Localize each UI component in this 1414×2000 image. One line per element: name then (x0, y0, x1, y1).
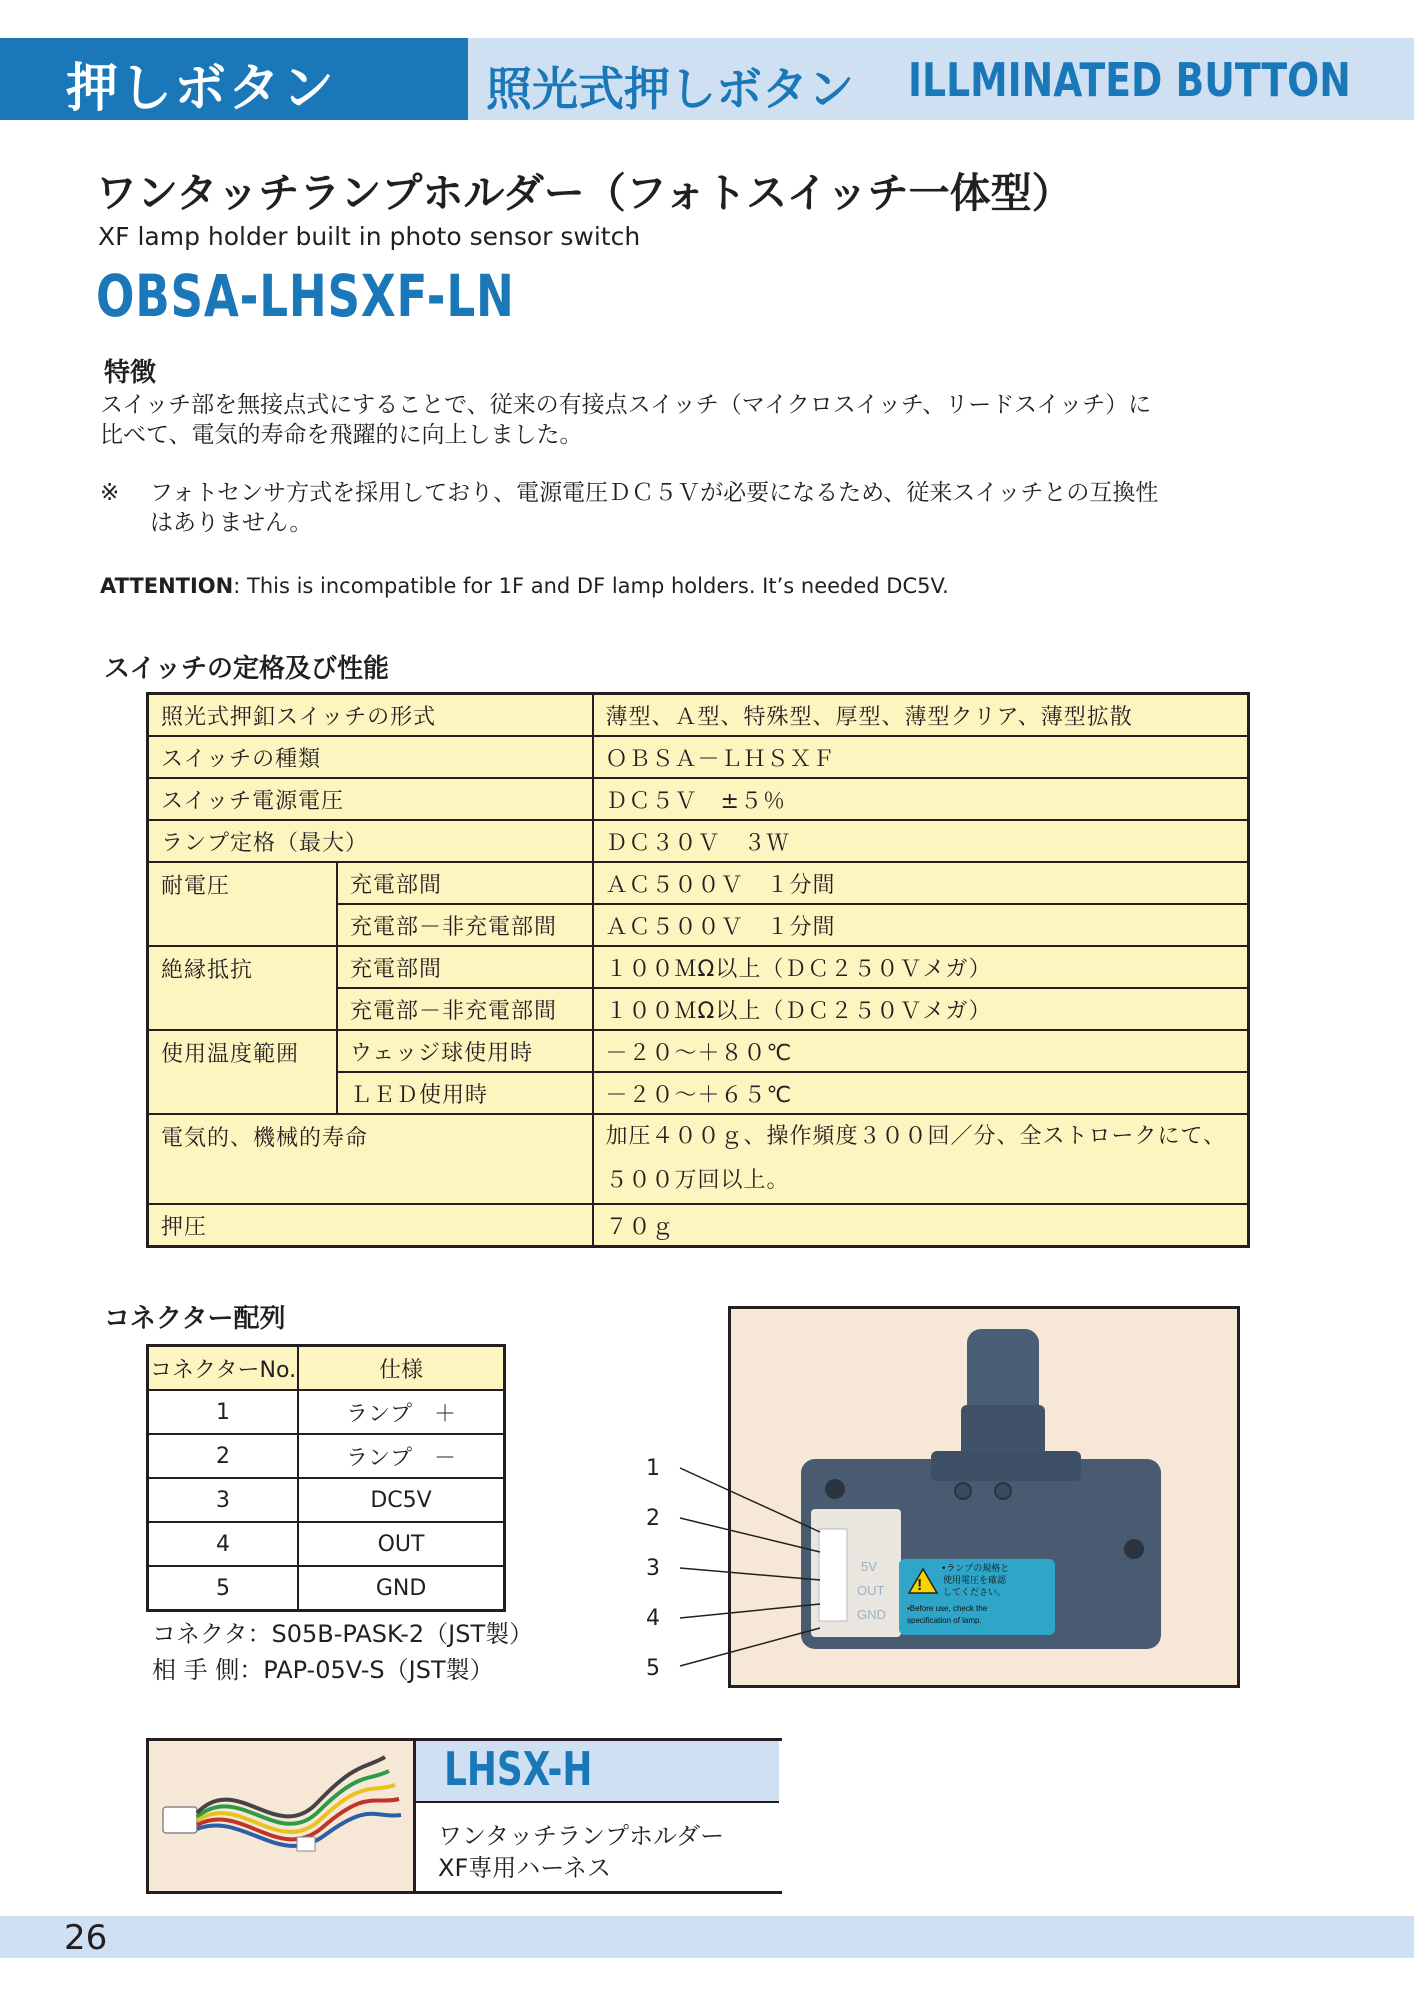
pin-no: 2 (148, 1434, 299, 1478)
holder-top-rail (931, 1451, 1081, 1481)
table-row (148, 1390, 505, 1434)
sticker-text: 使用電圧を確認 (943, 1576, 1007, 1586)
sticker-text: •Before use, check the (907, 1604, 988, 1613)
connector-table (146, 1344, 506, 1612)
category-header (468, 38, 1414, 120)
embossed-label: GND (857, 1607, 886, 1622)
leader-line (680, 1568, 820, 1580)
table-row (148, 778, 1249, 820)
pin-no: 3 (148, 1478, 299, 1522)
terminal-icon (995, 1483, 1011, 1499)
connector-part-note: コネクタ：S05B-PASK-2（JST製） (152, 1620, 534, 1648)
spec-label: 耐電圧 (148, 862, 337, 946)
spec-value: １００ＭΩ以上（ＤＣ２５０Ｖメガ） (593, 988, 1249, 1030)
attention-label: ATTENTION (100, 574, 234, 598)
category-title-jp: 照光式押しボタン (486, 62, 854, 116)
spec-sublabel: 充電部間 (337, 862, 593, 904)
note-text (150, 478, 1158, 538)
embossed-label: OUT (857, 1583, 885, 1598)
spec-value: １００ＭΩ以上（ＤＣ２５０Ｖメガ） (593, 946, 1249, 988)
section-header (0, 38, 468, 120)
table-row (148, 1204, 1249, 1247)
pin-spec: DC5V (298, 1478, 504, 1522)
note-line: フォトセンサ方式を採用しており、電源電圧ＤＣ５Ｖが必要になるため、従来スイッチとの互換性 (150, 480, 1159, 506)
connector-heading: コネクター配列 (104, 1304, 286, 1334)
product-model: OBSA-LHSXF-LN (96, 262, 515, 330)
pin-label: 4 (646, 1606, 660, 1631)
pin-label: 2 (646, 1506, 660, 1531)
table-row (148, 694, 1249, 737)
table-row (148, 736, 1249, 778)
column-header: コネクターNo. (148, 1346, 299, 1391)
warning-mark: ! (917, 1577, 923, 1594)
pin-spec: OUT (298, 1522, 504, 1566)
spec-value: ７０ｇ (593, 1204, 1249, 1247)
table-row (148, 1478, 505, 1522)
table-row (148, 862, 1249, 904)
spec-label: 使用温度範囲 (148, 1030, 337, 1114)
spec-table (146, 692, 1250, 1248)
spec-label: スイッチの種類 (148, 736, 593, 778)
harness-illustration (149, 1741, 413, 1891)
spec-label: 電気的、機械的寿命 (148, 1114, 593, 1204)
harness-connector (163, 1807, 197, 1833)
table-row (148, 946, 1249, 988)
pin-label: 3 (646, 1556, 660, 1581)
pin-leader-lines (660, 1440, 830, 1700)
spec-value: －２０～＋８０℃ (593, 1030, 1249, 1072)
embossed-label: 5V (861, 1559, 877, 1574)
spec-value: －２０～＋６５℃ (593, 1072, 1249, 1114)
pin-label: 1 (646, 1456, 660, 1481)
table-header-row (148, 1346, 505, 1391)
table-row (148, 820, 1249, 862)
table-row (148, 1522, 505, 1566)
product-title-jp: ワンタッチランプホルダー（フォトスイッチ一体型） (96, 169, 1073, 217)
spec-value: ＤＣ５Ｖ ±５％ (593, 778, 1249, 820)
leader-line (680, 1604, 820, 1618)
spec-value: ＤＣ３０Ｖ ３Ｗ (593, 820, 1249, 862)
spec-value: ＡＣ５００Ｖ １分間 (593, 862, 1249, 904)
pin-no: 5 (148, 1566, 299, 1611)
sticker-text: specification of lamp. (907, 1616, 982, 1625)
spec-sublabel: ウェッジ球使用時 (337, 1030, 593, 1072)
note-mark: ※ (100, 480, 120, 506)
pin-label: 5 (646, 1656, 660, 1681)
category-title-en: ILLMINATED BUTTON (908, 53, 1351, 107)
table-row (148, 1114, 1249, 1204)
spec-label: スイッチ電源電圧 (148, 778, 593, 820)
attention-note (100, 574, 949, 598)
spec-label: ランプ定格（最大） (148, 820, 593, 862)
table-row (148, 1030, 1249, 1072)
pin-spec: GND (298, 1566, 504, 1611)
spec-sublabel: 充電部間 (337, 946, 593, 988)
mating-part-note: 相 手 側：PAP-05V-S（JST製） (152, 1656, 494, 1684)
harness-photo (149, 1741, 413, 1891)
features-heading: 特徴 (104, 358, 157, 388)
spec-sublabel: ＬＥＤ使用時 (337, 1072, 593, 1114)
note-line: はありません。 (150, 510, 313, 536)
screw-icon (1124, 1539, 1144, 1559)
harness-tag (297, 1837, 315, 1851)
spec-heading: スイッチの定格及び性能 (104, 654, 389, 684)
harness-model: LHSX-H (444, 1742, 593, 1796)
harness-description: ワンタッチランプホルダー (438, 1822, 725, 1850)
spec-label: 照光式押釦スイッチの形式 (148, 694, 593, 737)
spec-label: 絶縁抵抗 (148, 946, 337, 1030)
spec-value (593, 1114, 1249, 1204)
footer-band (0, 1916, 1414, 1958)
pin-no: 1 (148, 1390, 299, 1434)
spec-label: 押圧 (148, 1204, 593, 1247)
attention-text: : This is incompatible for 1F and DF lamp holders. It’s needed DC5V. (233, 574, 949, 598)
column-header: 仕様 (298, 1346, 504, 1391)
table-row (148, 1434, 505, 1478)
pin-spec: ランプ － (298, 1434, 504, 1478)
page-number: 26 (64, 1918, 108, 1958)
section-title: 押しボタン (66, 59, 337, 119)
terminal-icon (955, 1483, 971, 1499)
pin-spec: ランプ ＋ (298, 1390, 504, 1434)
spec-sublabel: 充電部－非充電部間 (337, 988, 593, 1030)
product-title-en: XF lamp holder built in photo sensor switch (98, 222, 641, 251)
spec-value-line: ５００万回以上。 (605, 1168, 790, 1193)
features-line: 比べて、電気的寿命を飛躍的に向上しました。 (100, 422, 583, 448)
table-row (148, 1566, 505, 1611)
features-line: スイッチ部を無接点式にすることで、従来の有接点スイッチ（マイクロスイッチ、リードスイッチ）に (100, 392, 1152, 418)
sticker-text: してください。 (943, 1588, 1007, 1598)
spec-value: 薄型、Ａ型、特殊型、厚型、薄型クリア、薄型拡散 (593, 694, 1249, 737)
spec-sublabel: 充電部－非充電部間 (337, 904, 593, 946)
sticker-text: •ランプの規格と (941, 1564, 1010, 1574)
leader-line (680, 1628, 820, 1666)
pin-no: 4 (148, 1522, 299, 1566)
harness-description: XF専用ハーネス (438, 1854, 612, 1882)
features-text (100, 390, 1151, 450)
spec-value: ＡＣ５００Ｖ １分間 (593, 904, 1249, 946)
spec-value-line: 加圧４００ｇ、操作頻度３００回／分、全ストロークにて、 (605, 1124, 1227, 1149)
spec-value: ＯＢＳＡ－ＬＨＳＸＦ (593, 736, 1249, 778)
